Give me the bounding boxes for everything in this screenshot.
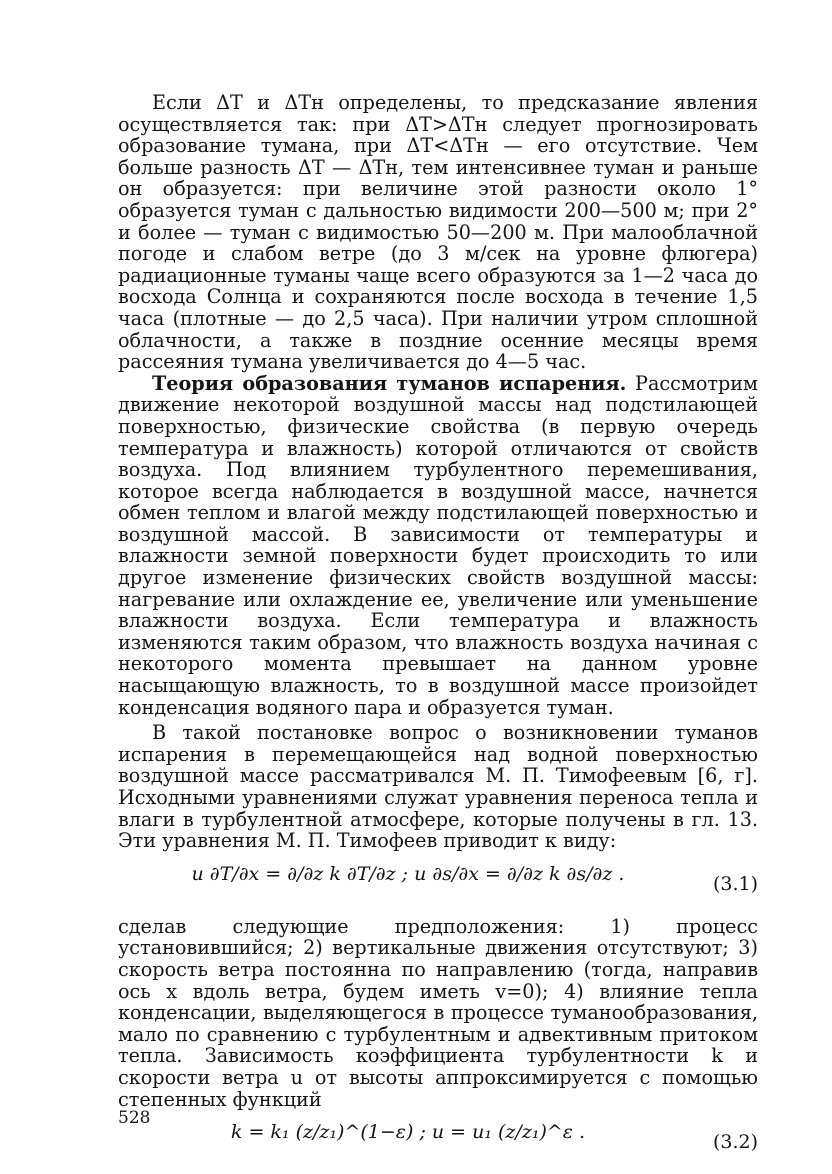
paragraph-evaporation-fog-theory [118, 373, 758, 719]
equation-3-2 [118, 1118, 758, 1164]
equation-3-1-number: (3.1) [712, 872, 758, 895]
paragraph-assumptions: сделав следующие предположения: 1) процесс установившийся; 2) вертикальные движения отсутствуют; 3) скорость ветра постоянна по направлению (тогда, направив ось x вдоль ветра, будем иметь v=0); 4) влияние тепла конденсации, выделяющегося в процессе туманообразования, мало по сравнению с турбулентным и адвективным притоком тепла. Зависимость коэффициента турбулентности k и скорости ветра u от высоты аппроксимируется с помощью степенных функций [118, 914, 758, 1111]
page-number: 528 [118, 1108, 151, 1128]
paragraph-fog-forecast: Если ΔT и ΔTн определены, то предсказание явления осуществляется так: при ΔT>ΔTн следует прогнозировать образование тумана, при ΔT<ΔTн — его отсутствие. Чем больше разность ΔT — ΔTн, тем интенсивнее туман и раньше он образуется: при величине этой разности около 1° образуется туман с дальностью видимости 200—500 м; при 2° и более — туман с видимостью 50—200 м. При малооблачной погоде и слабом ветре (до 3 м/сек на уровне флюгера) радиационные туманы чаще всего образуются за 1—2 часа до восхода Солнца и сохраняются после восхода в течение 1,5 часа (плотные — до 2,5 часа). При наличии утром сплошной облачности, а также в поздние осенние месяцы время рассеяния тумана увеличивается до 4—5 час. [118, 91, 758, 374]
paragraph-timofeev: В такой постановке вопрос о возникновении туманов испарения в перемещающейся над водной поверхностью воздушной массе рассматривался М. П. Тимофеевым [6, г]. Исходными уравнениями служат уравнения переноса тепла и влаги в турбулентной атмосфере, которые получены в гл. 13. Эти уравнения М. П. Тимофеев приводит к виду: [118, 721, 758, 853]
equation-3-2-body: k = k₁ (z/z₁)^(1−ε) ; u = u₁ (z/z₁)^ε . [230, 1121, 586, 1144]
equation-3-2-number: (3.2) [712, 1131, 758, 1154]
equation-3-1-body: u ∂T/∂x = ∂/∂z k ∂T/∂z ; u ∂s/∂x = ∂/∂z k ∂s/∂z . [191, 862, 625, 885]
page-text [118, 92, 758, 1174]
paragraph-body: Рассмотрим движение некоторой воздушной массы над подстилающей поверхностью, физические свойства (в первую очередь температура и влажность) которой отличаются от свойств воздуха. Под влиянием турбулентного перемешивания, которое всегда наблюдается в воздушной массе, начнется обмен теплом и влагой между подстилающей поверхностью и воздушной массой. В зависимости от температуры и влажности земной поверхности будет происходить то или другое изменение физических свойств воздушной массы: нагревание или охлаждение ее, увеличение или уменьшение влажности воздуха. Если температура и влажность изменяются таким образом, что влажность воздуха начиная с некоторого момента превышает на данном уровне насыщающую влажность, то в воздушной массе произойдет конденсация водяного пара и образуется туман. [118, 371, 758, 719]
equation-3-1 [118, 860, 758, 906]
section-heading: Теория образования туманов испарения. [152, 371, 627, 395]
